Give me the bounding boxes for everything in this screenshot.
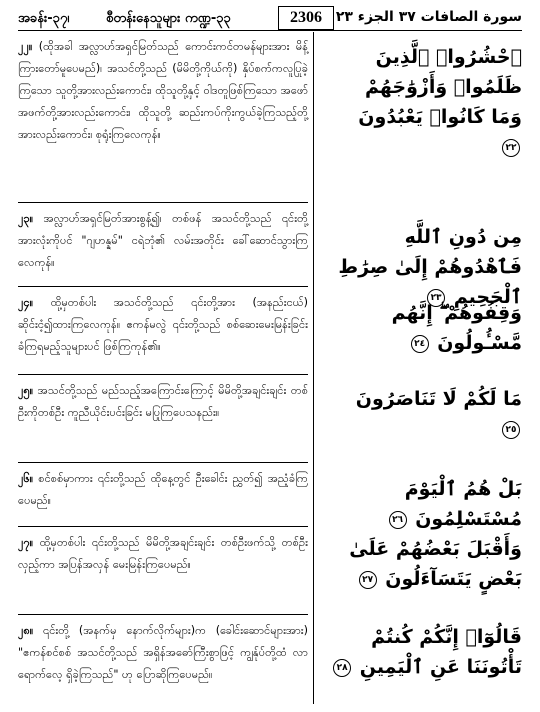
verse-row <box>18 468 522 530</box>
verse-row <box>18 620 522 706</box>
arabic-verse <box>330 534 522 594</box>
row-separator <box>18 614 308 615</box>
section-label: စီတန်းနေသူများ ကဏ္ဍ-၃၃ <box>106 11 231 26</box>
arabic-verse <box>330 298 522 358</box>
verse-translation: ထို့မှတစ်ပါး အသင်တို့သည် ၎င်းတို့အား (အနည်းငယ်) ဆိုင်းငံ့၍ထားကြလေကုန်။ ဧကန်မလွဲ ၎င်းတို့သည် စစ်ဆေးမေးမြန်းခြင်း ခံကြရမည့်သူများပင် ဖြစ်ကြကုန်၏။ <box>18 296 308 353</box>
verse-row <box>18 36 522 194</box>
page-header <box>18 8 522 31</box>
verse-number: ၂၂။ <box>18 40 33 53</box>
row-separator <box>18 526 308 527</box>
surah-title: سورة الصافات ٣٧ الجزء ٢٣ <box>335 9 522 25</box>
translation-text <box>18 620 308 686</box>
arabic-text: مِن دُونِ ٱللَّهِ فَٱهْدُوهُمْ إِلَىٰ صِرَٰطِ ٱلْجَحِيمِ <box>338 226 522 308</box>
verse-row <box>18 292 522 372</box>
translation-text <box>18 468 308 512</box>
verse-end-marker: ٢٢ <box>502 139 520 157</box>
row-separator <box>18 202 308 203</box>
verse-translation: (ထိုအခါ အလ္လာဟ်အရှင်မြတ်သည် ကောင်းကင်တမန်များအား မိန့်ကြားတော်မူပေမည်)၊ အသင်တို့သည် (မိမိတို့ကိုယ်ကို) နှိပ်စက်ကလူပြုခဲ့ကြသော သူတို့အားလည်းကောင်း၊ ထိုသူတို့နှင့် ဝါဒတူဖြစ်ကြသော အဖော်အဖက်တို့အားလည်းကောင်း၊ ထိုသူတို့ ဆည်းကပ်ကိုးကွယ်ခဲ့ကြသည့်တို့အားလည်းကောင်း၊ စုရုံးကြလေကုန်။ <box>18 40 308 141</box>
row-separator <box>18 462 308 463</box>
verse-translation: ထို့မှတစ်ပါး ၎င်းတို့သည် မိမိတို့အချင်းချင်း တစ်ဦးဖက်သို့ တစ်ဦးလှည့်ကာ အပြန်အလှန် မေးမြန်းကြပေမည်။ <box>18 536 308 571</box>
verse-translation: အလ္လာဟ်အရှင်မြတ်အားစွန့်၍၊ တစ်ဖန် အသင်တို့သည် ၎င်းတို့အားလုံးကိုပင် "ဂျဟန္နမ်" ငရဲဘုံ၏ လမ်းအတိုင်း ခေါ်ဆောင်သွားကြလေကုန်။ <box>18 212 308 269</box>
arabic-verse <box>330 42 522 162</box>
verse-number: ၂၆။ <box>18 472 34 485</box>
arabic-verse <box>330 474 522 534</box>
row-separator <box>18 374 308 375</box>
arabic-text: وَقِفُوهُمْ ۖ إِنَّهُم مَّسْـُٔولُونَ <box>391 302 522 354</box>
translation-text <box>18 292 308 358</box>
arabic-verse <box>330 384 522 444</box>
verse-number: ၂၈။ <box>18 624 34 637</box>
arabic-text: وَأَقْبَلَ بَعْضُهُمْ عَلَىٰ بَعْضٍ يَتَسَآءَلُونَ <box>349 538 522 590</box>
arabic-verse <box>330 622 522 682</box>
verse-translation: စင်စစ်မှာကား ၎င်းတို့သည် ထိုနေ့တွင် ဦးခေါင်း ညွှတ်၍ အညံ့ခံကြပေမည်။ <box>18 472 308 507</box>
arabic-text: مَا لَكُمْ لَا تَنَاصَرُونَ <box>355 388 522 410</box>
verse-number: ၂၄။ <box>18 296 34 309</box>
translation-text <box>18 532 308 576</box>
verse-end-marker: ٢٦ <box>389 511 407 529</box>
verse-row <box>18 380 522 460</box>
verse-number: ၂၇။ <box>18 536 34 549</box>
verse-end-marker: ٢٧ <box>359 571 377 589</box>
chapter-label: အခန်း-၃၇၊ <box>18 11 70 26</box>
arabic-text: ٱحْشُرُوا۟ ٱلَّذِينَ ظَلَمُوا۟ وَأَزْوَٰجَهُمْ وَمَا كَانُوا۟ يَعْبُدُونَ <box>358 46 522 128</box>
verse-number: ၂၃။ <box>18 212 34 225</box>
translation-text <box>18 36 308 146</box>
arabic-text: بَلْ هُمُ ٱلْيَوْمَ مُسْتَسْلِمُونَ <box>404 478 522 530</box>
verse-end-marker: ٢٨ <box>333 659 351 677</box>
verse-row <box>18 532 522 612</box>
verse-translation: အသင်တို့သည် မည်သည့်အကြောင်းကြောင့် မိမိတို့အချင်းချင်း တစ်ဦးကိုတစ်ဦး ကူညီယိုင်းပင်းခြင်း မပြုကြပေသနည်း။ <box>18 384 308 419</box>
verse-translation: ၎င်းတို့ (အနက်မှ နောက်လိုက်များ)က (ခေါင်းဆောင်များအား) "ဧကန်စင်စစ် အသင်တို့သည် အရှိန်အဓော်ကြီးစွာဖြင့် ကျွန်ုပ်တို့ထံ လာရောက်လေ့ ရှိခဲ့ကြသည်" ဟု ပြောဆိုကြပေမည်။ <box>18 624 309 681</box>
verse-end-marker: ٢٤ <box>411 335 429 353</box>
arabic-text: قَالُوٓا۟ إِنَّكُمْ كُنتُمْ تَأْتُونَنَا عَنِ ٱلْيَمِينِ <box>359 626 522 678</box>
row-separator <box>18 286 308 287</box>
verse-end-marker: ٢٣ <box>427 289 445 307</box>
translation-text <box>18 380 308 424</box>
translation-text <box>18 208 308 274</box>
verse-number: ၂၅။ <box>18 384 34 397</box>
page-number: 2306 <box>278 6 334 30</box>
verse-end-marker: ٢٥ <box>502 421 520 439</box>
